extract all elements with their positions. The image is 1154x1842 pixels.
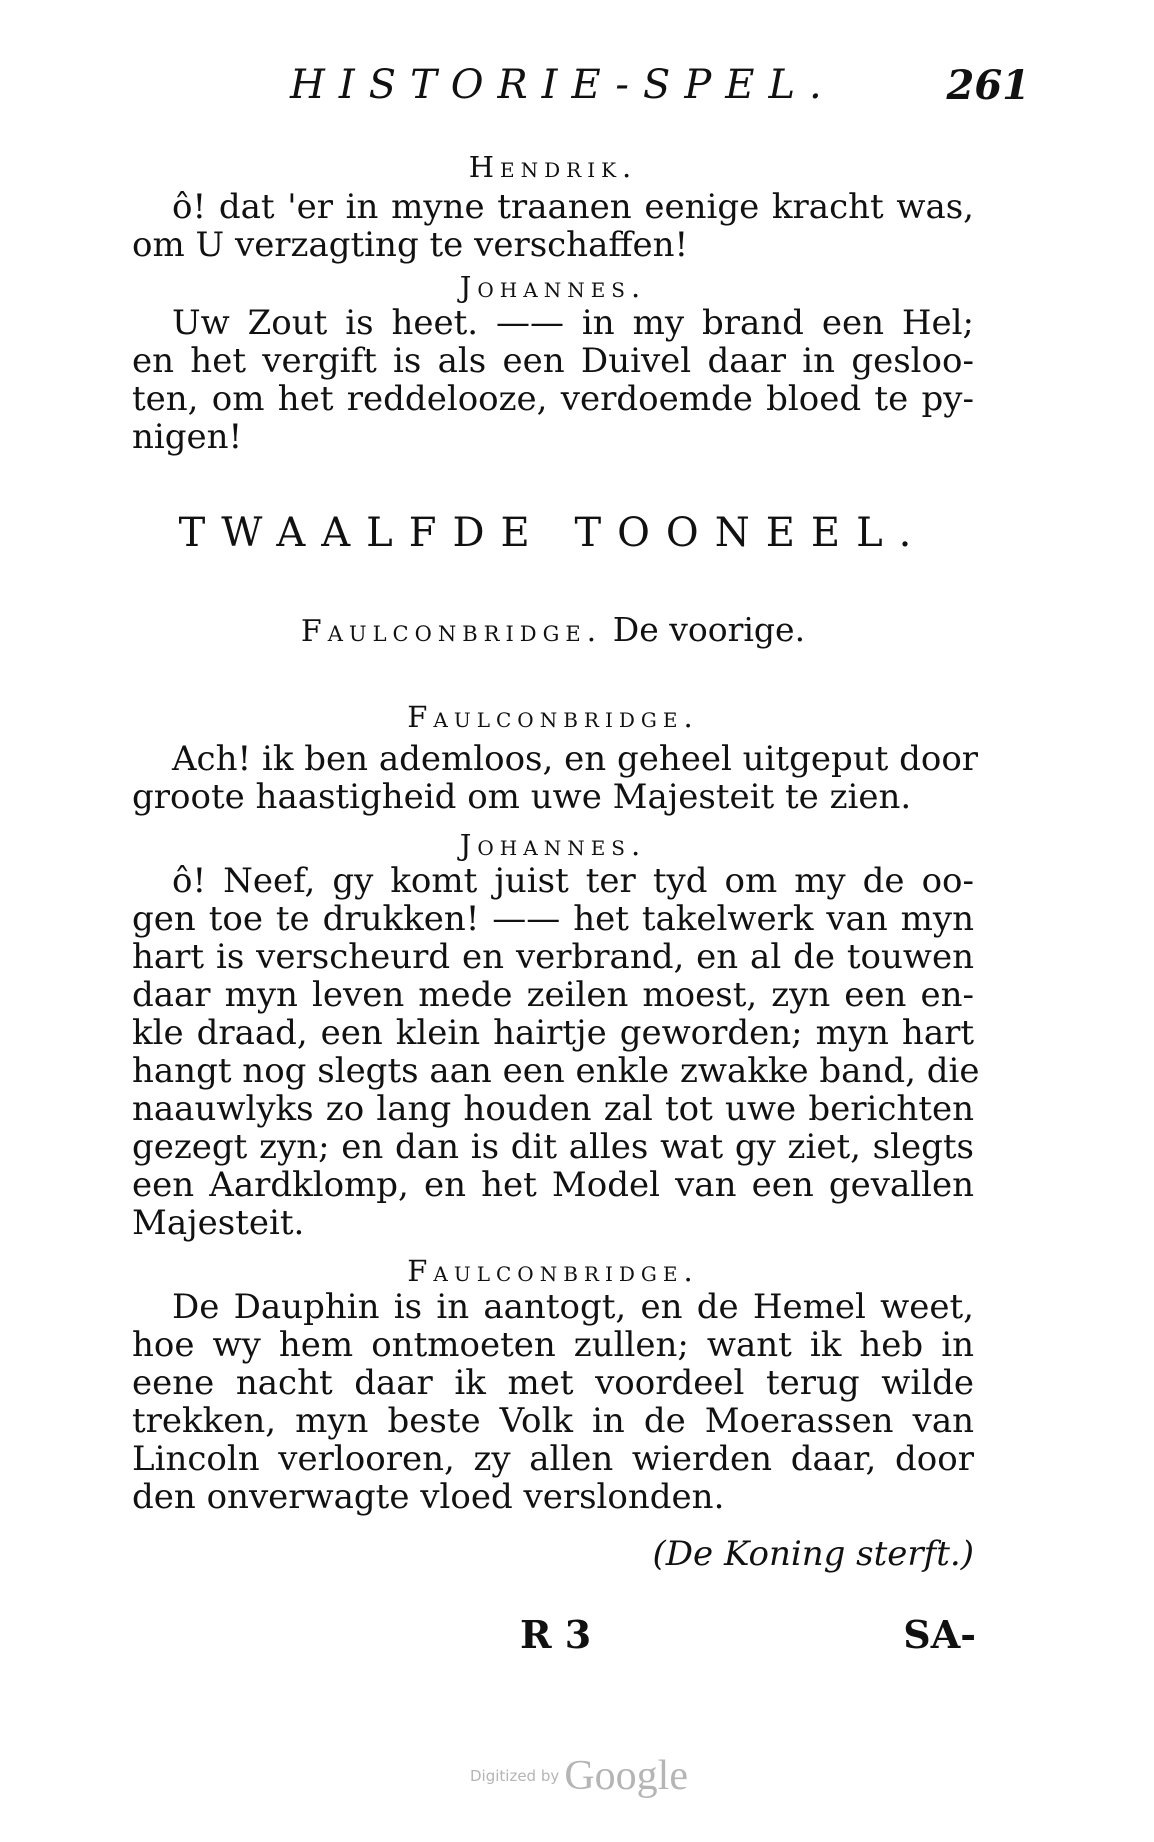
text-line: eene nacht daar ik met voordeel terug wilde xyxy=(132,1363,974,1403)
text-line: Ach! ik ben ademloos, en geheel uitgeput door xyxy=(172,739,979,779)
text-line: groote haastigheid om uwe Majesteit te zien. xyxy=(132,777,912,817)
text-line: Lincoln verlooren, zy allen wierden daar, door xyxy=(132,1439,974,1479)
page-header xyxy=(290,62,1030,118)
text-line: trekken, myn beste Volk in de Moerassen van xyxy=(132,1401,974,1441)
text-line: hangt nog slegts aan een enkle zwakke band, die xyxy=(132,1051,980,1091)
stage-direction: (De Koning sterft.) xyxy=(652,1534,974,1574)
scene-person-faulconbridge: Faulconbridge. xyxy=(300,614,603,649)
text-line: ô! dat 'er in myne traanen eenige kracht was, xyxy=(172,187,974,227)
text-line: om U verzagting te verschaffen! xyxy=(132,225,689,265)
scene-heading: TWAALFDE TOONEEL. xyxy=(178,510,928,556)
page-number: 261 xyxy=(946,62,1030,109)
text-line: hoe wy hem ontmoeten zullen; want ik heb in xyxy=(132,1325,974,1365)
speaker-johannes: Johannes. xyxy=(459,270,647,304)
text-line: Majesteit. xyxy=(132,1203,305,1243)
text-line: ten, om het reddelooze, verdoemde bloed te py- xyxy=(132,379,974,419)
text-line: hart is verscheurd en verbrand, en al de touwen xyxy=(132,937,974,977)
scene-others: De voorige. xyxy=(612,610,806,649)
speaker-faulconbridge: Faulconbridge. xyxy=(407,700,699,734)
text-line: den onverwagte vloed verslonden. xyxy=(132,1477,725,1517)
speaker-faulconbridge: Faulconbridge. xyxy=(407,1254,699,1288)
scene-persons xyxy=(132,610,974,649)
text-line: een Aardklomp, en het Model van een gevallen xyxy=(132,1165,974,1205)
speaker-hendrik: Hendrik. xyxy=(468,150,638,184)
text-line: ô! Neef, gy komt juist ter tyd om my de oo- xyxy=(172,861,974,901)
watermark-prefix: Digitized by xyxy=(470,1767,560,1785)
text-line: gezegt zyn; en dan is dit alles wat gy ziet, slegts xyxy=(132,1127,974,1167)
text-line: gen toe te drukken! —— het takelwerk van myn xyxy=(132,899,974,939)
text-line: nigen! xyxy=(132,417,243,457)
digitized-watermark xyxy=(470,1752,710,1802)
text-line: daar myn leven mede zeilen moest, zyn een en- xyxy=(132,975,974,1015)
google-logo: Google xyxy=(564,1753,688,1799)
text-line: Uw Zout is heet. —— in my brand een Hel; xyxy=(172,303,974,343)
text-line: en het vergift is als een Duivel daar in gesloo- xyxy=(132,341,974,381)
text-line: naauwlyks zo lang houden zal tot uwe berichten xyxy=(132,1089,974,1129)
text-line: kle draad, een klein hairtje geworden; myn hart xyxy=(132,1013,974,1053)
speaker-johannes: Johannes. xyxy=(459,828,647,862)
text-line: De Dauphin is in aantogt, en de Hemel weet, xyxy=(172,1287,974,1327)
running-title: HISTORIE-SPEL. xyxy=(290,62,836,108)
signature-mark: R 3 xyxy=(520,1612,592,1657)
catchword: SA- xyxy=(903,1612,976,1657)
